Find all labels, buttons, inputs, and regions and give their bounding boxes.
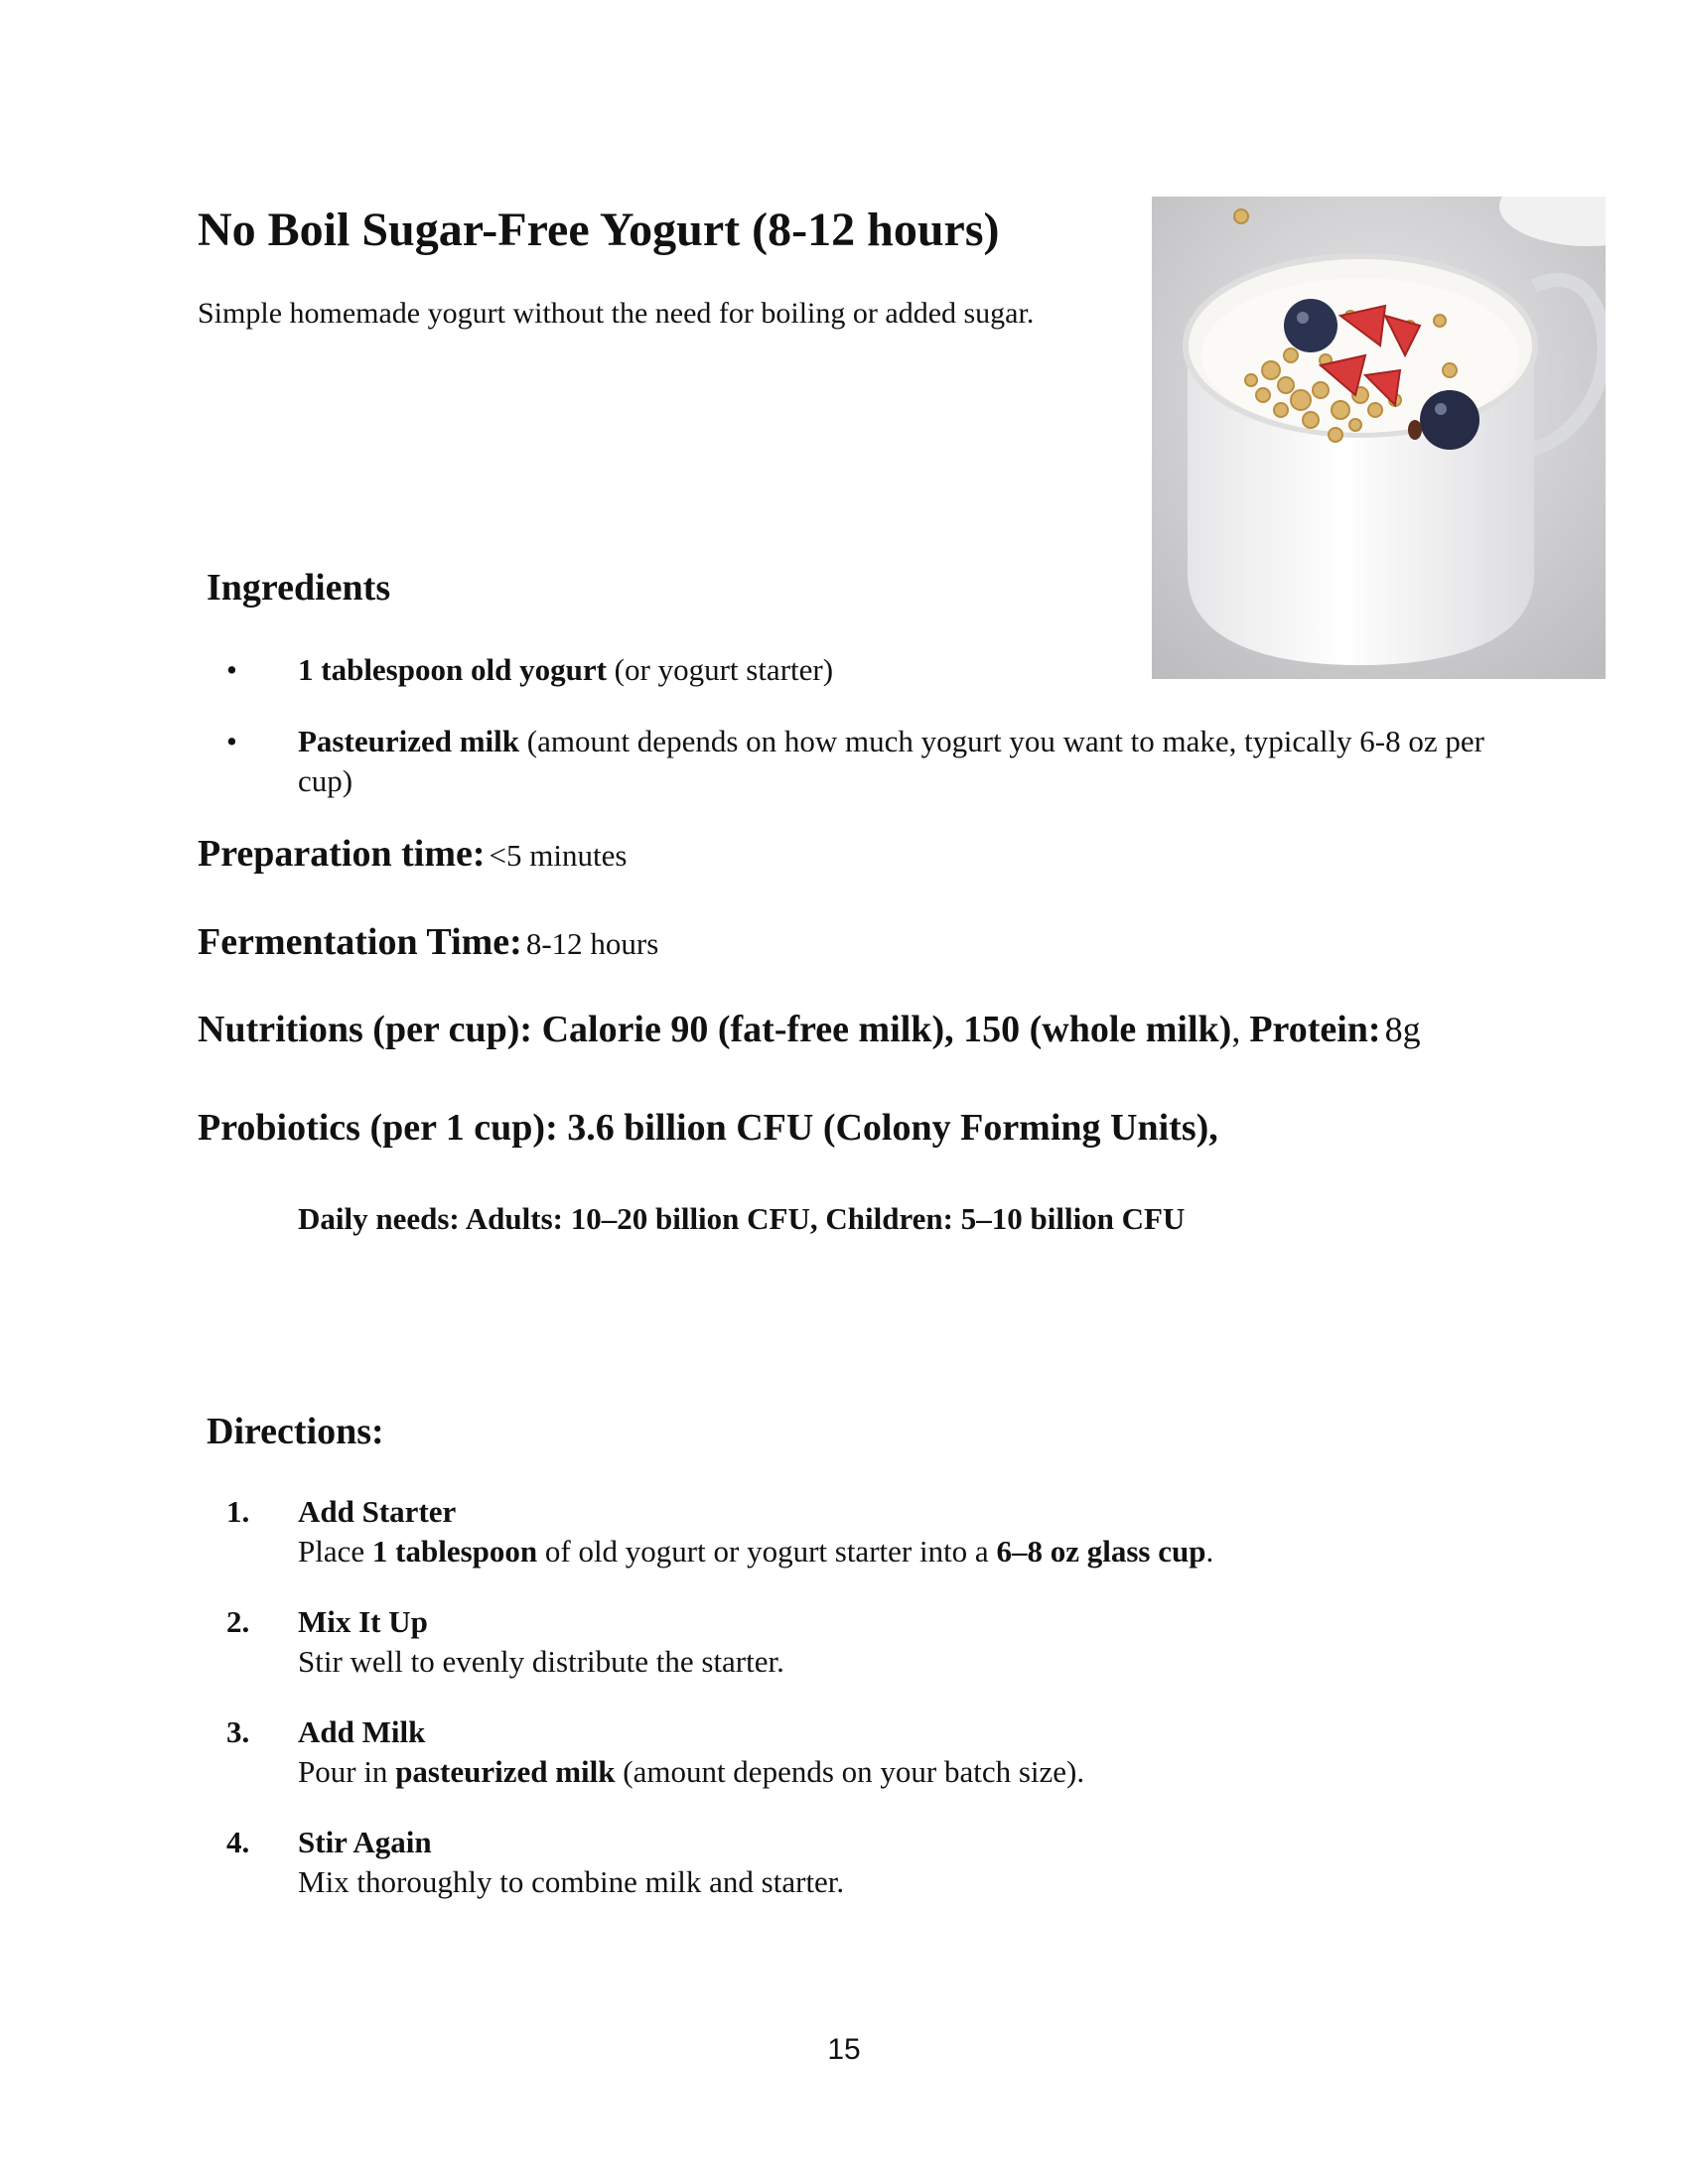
page-number: 15 [827, 2033, 861, 2066]
step-body [298, 1712, 1529, 1792]
step-number: 4. [226, 1825, 250, 1859]
fermentation-time-label: Fermentation Time: [198, 921, 522, 963]
list-item [226, 1712, 1517, 1794]
step-title: Stir Again [298, 1825, 432, 1859]
fermentation-time [198, 920, 658, 964]
bullet-icon: • [226, 652, 237, 687]
list-item [226, 722, 1517, 803]
page-title: No Boil Sugar-Free Yogurt (8-12 hours) [198, 204, 1000, 256]
ingredient-text [298, 722, 1529, 801]
list-item [226, 1492, 1517, 1573]
directions-heading: Directions: [207, 1411, 384, 1452]
nutrition-info [198, 1008, 1421, 1051]
step-text-bold: pasteurized milk [395, 1754, 616, 1789]
step-body [298, 1823, 1529, 1902]
daily-needs: Daily needs: Adults: 10–20 billion CFU, Children: 5–10 billion CFU [298, 1201, 1186, 1236]
nutrition-separator: , [1231, 1010, 1250, 1049]
step-text-part: Pour in [298, 1754, 396, 1789]
step-text [298, 1752, 1529, 1792]
fermentation-time-value: 8-12 hours [525, 926, 659, 961]
nutrition-label: Nutritions (per cup): Calorie 90 (fat-free milk), 150 (whole milk) [198, 1009, 1232, 1050]
prep-time [198, 832, 627, 876]
step-text-bold: 6–8 oz glass cup [996, 1534, 1206, 1569]
list-item [226, 1602, 1517, 1684]
prep-time-label: Preparation time: [198, 833, 486, 875]
yogurt-cup-with-granola-and-berries-photo [1152, 197, 1606, 679]
step-text-part: . [1205, 1534, 1214, 1569]
yogurt-photo [1152, 197, 1606, 679]
step-text-part: Place [298, 1534, 372, 1569]
step-title: Add Starter [298, 1494, 457, 1529]
step-body [298, 1602, 1529, 1682]
probiotics-info: Probiotics (per 1 cup): 3.6 billion CFU (Colony Forming Units), [198, 1107, 1218, 1149]
step-title: Add Milk [298, 1714, 426, 1749]
bullet-icon: • [226, 724, 237, 758]
ingredient-name: Pasteurized milk [298, 724, 519, 758]
step-number: 1. [226, 1494, 250, 1529]
recipe-description: Simple homemade yogurt without the need for boiling or added sugar. [198, 297, 1035, 330]
step-text-bold: 1 tablespoon [371, 1534, 538, 1569]
list-item [226, 1823, 1517, 1904]
step-text-part: (amount depends on your batch size). [615, 1754, 1085, 1789]
ingredient-note: (or yogurt starter) [606, 652, 834, 687]
ingredients-heading: Ingredients [207, 567, 391, 609]
list-item [226, 650, 1517, 692]
step-text: Stir well to evenly distribute the starter. [298, 1644, 784, 1679]
step-text: Mix thoroughly to combine milk and starter. [298, 1864, 845, 1899]
prep-time-value: <5 minutes [489, 838, 628, 873]
step-number: 3. [226, 1714, 250, 1749]
step-title: Mix It Up [298, 1604, 428, 1639]
step-number: 2. [226, 1604, 250, 1639]
ingredient-name: 1 tablespoon old yogurt [298, 652, 607, 687]
ingredient-text [298, 650, 1529, 690]
protein-value: 8g [1384, 1010, 1421, 1049]
step-text [298, 1532, 1529, 1571]
protein-label: Protein: [1249, 1009, 1381, 1050]
step-body [298, 1492, 1529, 1571]
step-text-part: of old yogurt or yogurt starter into a [537, 1534, 997, 1569]
ingredient-note: (amount depends on how much yogurt you want to make, typically 6-8 oz per cup) [298, 724, 1484, 798]
